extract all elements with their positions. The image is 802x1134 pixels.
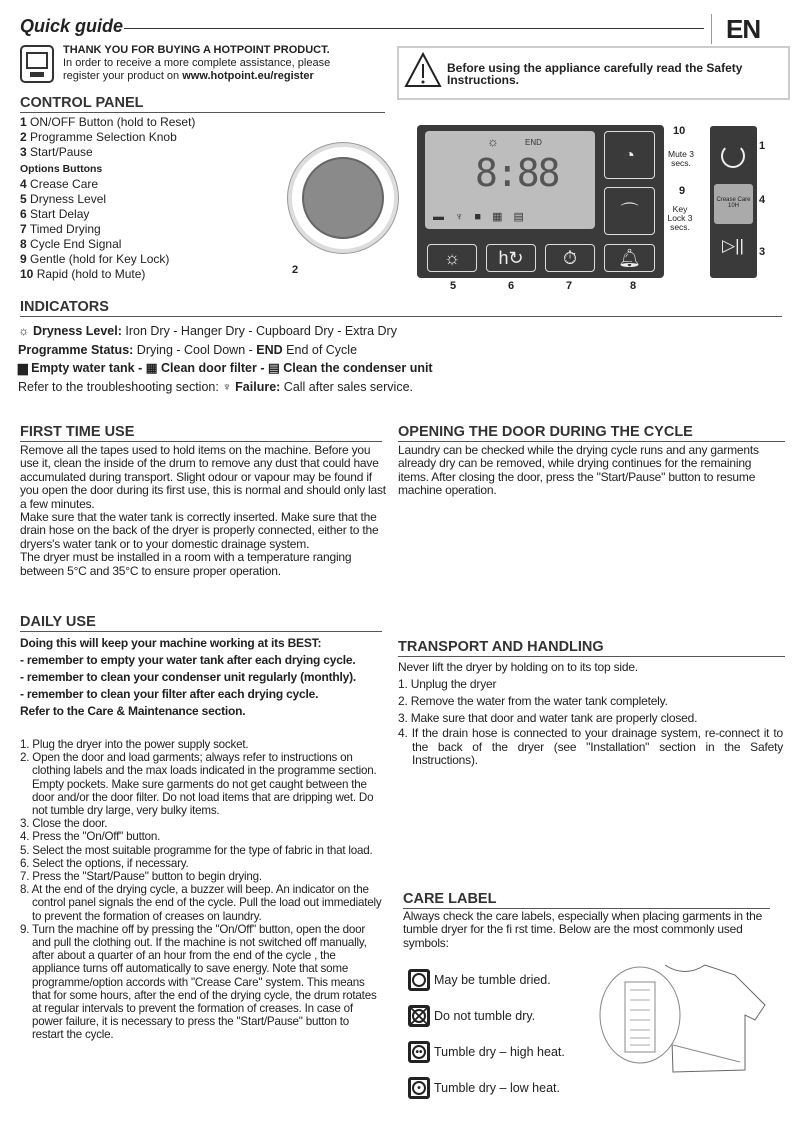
crease-care-button[interactable]: Crease Care 10H: [714, 184, 753, 224]
end-label: END: [256, 342, 283, 357]
computer-icon: [20, 45, 54, 83]
step: 7. Press the "Start/Pause" button to begin drying.: [20, 870, 262, 884]
item-number: 9: [20, 252, 27, 266]
first-time-use-heading: FIRST TIME USE: [20, 424, 382, 442]
programme-knob[interactable]: [288, 143, 398, 253]
option-item: Crease Care: [30, 177, 99, 191]
title-rule: [124, 28, 704, 29]
delay-icon: h↻: [498, 247, 524, 268]
filter-icon: ▦: [145, 361, 158, 375]
care-symbol-row: [408, 962, 565, 998]
register-text: In order to receive a more complete assistance, please: [63, 57, 331, 69]
care-symbol-row: [408, 1070, 565, 1106]
control-panel-heading: CONTROL PANEL: [20, 95, 385, 113]
item-number: 10: [20, 267, 34, 281]
tip: - remember to empty your water tank after each drying cycle.: [20, 653, 356, 667]
transport-heading: TRANSPORT AND HANDLING: [398, 639, 785, 657]
transport-intro: Never lift the dryer by holding on to its top side.: [398, 660, 638, 674]
timer-icon: ⏱: [562, 247, 578, 268]
opening-door-heading: OPENING THE DOOR DURING THE CYCLE: [398, 424, 785, 442]
status-label: Programme Status:: [18, 342, 134, 357]
sun-icon: ☼: [18, 324, 30, 338]
step: 6. Select the options, if necessary.: [20, 856, 189, 870]
end-indicator: END: [525, 138, 542, 147]
mute-note: Mute 3 secs.: [668, 149, 694, 168]
gentle-icon: ⌒: [620, 202, 639, 222]
start-pause-button[interactable]: ▷||: [722, 236, 744, 255]
paragraph: Make sure that the water tank is correctly inserted. Make sure that the drain hose on the back of the dryer is properly connected, either to the dryers's water tank or to your domestic drainage system.: [20, 510, 379, 551]
control-item: ON/OFF Button (hold to Reset): [30, 115, 196, 129]
sun-icon: ☼: [443, 247, 461, 268]
symbol-label: Tumble dry – high heat.: [434, 1045, 565, 1059]
step: 3. Make sure that door and water tank are properly closed.: [398, 711, 698, 725]
divider: [711, 14, 712, 44]
care-label-heading: CARE LABEL: [403, 891, 770, 909]
bell-icon: 🔔︎: [618, 247, 641, 268]
daily-use-steps: [20, 738, 382, 1042]
option-item: Rapid (hold to Mute): [36, 267, 146, 281]
timed-drying-button[interactable]: [545, 244, 595, 272]
care-symbol-row: [408, 998, 565, 1034]
step: 9. Turn the machine off by pressing the "On/Off" button, open the door and pull the clothing out. If the machine is not switched off manually, after about a quarter of an hour from the end of the cycle , the appliance turns off automatically to save energy. Note that some programme/option accords with "Crease Care" system. This means that for some hours, after the end of the drying cycle, the drum rotates at regular intervals to prevent the formation of creases. In case of power failure, it is necessary to press the "Start/Pause" button to restart the cycle.: [20, 922, 377, 1042]
step: 4. If the drain hose is connected to your drainage system, re-connect it to the back of the dryer (see "Installation" section in the Safety Instructions).: [398, 726, 783, 767]
display-panel: [417, 125, 664, 278]
step: 3. Close the door.: [20, 817, 108, 831]
power-button[interactable]: [721, 144, 745, 168]
callout-9: 9: [679, 185, 686, 197]
rapid-icon: ◔: [624, 144, 635, 165]
dryness-text: Iron Dry - Hanger Dry - Cupboard Dry - Extra Dry: [125, 324, 397, 338]
indicators-list: [18, 322, 433, 396]
callout-10: 10: [673, 125, 686, 137]
no-tumble-dry-icon: [408, 1005, 430, 1027]
callout-6: 6: [508, 280, 515, 292]
symbol-label: May be tumble dried.: [434, 973, 551, 987]
failure-text: Call after sales service.: [280, 379, 413, 394]
option-item: Start Delay: [30, 207, 90, 221]
status-text: Drying - Cool Down -: [136, 342, 257, 357]
symbol-label: Tumble dry – low heat.: [434, 1081, 560, 1095]
step: 2. Open the door and load garments; always refer to instructions on clothing labels and the max loads indicated in the programme section. Empty pockets. Make sure garments do not get caught between the door and/or the door filter. Do not load items that are dripping wet. Do not tumble dry large, very bulky items.: [20, 751, 377, 818]
dryness-level-button[interactable]: [427, 244, 477, 272]
condenser-icon: ▤: [267, 361, 280, 375]
symbol-label: Do not tumble dry.: [434, 1009, 536, 1023]
option-item: Dryness Level: [30, 192, 107, 206]
step: 5. Select the most suitable programme for the type of fabric in that load.: [20, 843, 373, 857]
callout-4: 4: [759, 194, 766, 206]
filter-text: Clean door filter -: [157, 361, 268, 375]
tip: Doing this will keep your machine working at its BEST:: [20, 636, 322, 650]
tumble-dry-icon: [408, 969, 430, 991]
item-number: 1: [20, 115, 27, 129]
item-number: 3: [20, 145, 27, 159]
tumble-dry-high-icon: ••: [408, 1041, 430, 1063]
control-item: Programme Selection Knob: [30, 130, 177, 144]
first-time-use-body: [20, 444, 388, 578]
safety-warning-text: Before using the appliance carefully read the Safety Instructions.: [447, 61, 743, 87]
paragraph: The dryer must be installed in a room with a temperature ranging between 5°C and 35°C to ensure proper operation.: [20, 550, 352, 578]
step: 1. Unplug the dryer: [398, 677, 497, 691]
dryness-label: Dryness Level:: [32, 324, 122, 338]
item-number: 7: [20, 222, 27, 236]
callout-5: 5: [450, 280, 457, 292]
item-number: 4: [20, 177, 27, 191]
callout-8: 8: [630, 280, 637, 292]
trouble-text: Refer to the troubleshooting section:: [18, 379, 223, 394]
register-link[interactable]: www.hotpoint.eu/register: [182, 70, 314, 82]
cycle-end-signal-button[interactable]: [604, 244, 655, 272]
indicators-heading: INDICATORS: [20, 299, 782, 317]
transport-body: [398, 659, 783, 768]
callout-1: 1: [759, 140, 766, 152]
gentle-button[interactable]: [604, 187, 655, 235]
callout-3: 3: [759, 246, 766, 258]
keylock-note: Key Lock 3 secs.: [667, 204, 693, 232]
paragraph: Remove all the tapes used to hold items on the machine. Before you use it, clean the inside of the drum to remove any dust that could have accumulated during transport. Slight odour or vapour may be found if you open the door during its first use, this is normal and should only last a few minutes.: [20, 443, 386, 511]
step: 4. Press the "On/Off" button.: [20, 830, 161, 844]
item-number: 6: [20, 207, 27, 221]
item-number: 2: [20, 130, 27, 144]
side-panel: [710, 126, 757, 278]
page-title: Quick guide: [20, 16, 124, 36]
care-label-body: Always check the care labels, especially when placing garments in the tumble dryer for the fi rst time. Below are the most commonly used symbols:: [403, 909, 763, 950]
tshirt-care-label-illustration: [595, 960, 775, 1080]
language-code: EN: [726, 14, 761, 44]
opening-door-body: Laundry can be checked while the drying cycle runs and any garments already dry can be removed, while drying continues for the remaining items. After closing the door, press the "Start/Pause" button to resume machine operation.: [398, 443, 759, 498]
rapid-button[interactable]: [604, 131, 655, 179]
callout-7: 7: [566, 280, 573, 292]
condenser-text: Clean the condenser unit: [279, 361, 433, 375]
daily-use-tips: [20, 636, 382, 718]
lcd-display: [425, 131, 595, 229]
tip: Refer to the Care & Maintenance section.: [20, 704, 246, 718]
time-digits: 8:88: [475, 151, 559, 195]
status-icons: ▬ ♆ ■ ▦ ▤: [433, 211, 528, 223]
care-symbol-row: [408, 1034, 565, 1070]
dryness-icon: ☼: [487, 134, 499, 149]
start-delay-button[interactable]: [486, 244, 536, 272]
tank-text: Empty water tank -: [31, 361, 146, 375]
callout-2: 2: [292, 264, 299, 276]
item-number: 8: [20, 237, 27, 251]
options-heading: Options Buttons: [20, 163, 103, 175]
option-item: Timed Drying: [29, 222, 101, 236]
wrench-icon: ♆: [222, 379, 232, 394]
option-item: Cycle End Signal: [30, 237, 122, 251]
failure-label: Failure:: [235, 379, 281, 394]
warning-icon: [404, 52, 442, 88]
tip: - remember to clean your condenser unit regularly (monthly).: [20, 670, 357, 684]
tumble-dry-low-icon: •: [408, 1077, 430, 1099]
register-block: [63, 44, 330, 83]
daily-use-heading: DAILY USE: [20, 614, 382, 632]
step: 2. Remove the water from the water tank completely.: [398, 694, 668, 708]
safety-warning-box: [397, 46, 790, 100]
water-tank-icon: ▆: [18, 361, 28, 375]
option-item: Gentle (hold for Key Lock): [30, 252, 170, 266]
tip: - remember to clean your filter after each drying cycle.: [20, 687, 319, 701]
item-number: 5: [20, 192, 27, 206]
step: 1. Plug the dryer into the power supply socket.: [20, 738, 249, 751]
care-symbols: [408, 962, 565, 1106]
register-thanks: THANK YOU FOR BUYING A HOTPOINT PRODUCT.: [63, 44, 330, 56]
step: 8. At the end of the drying cycle, a buzzer will beep. An indicator on the control panel signals the end of the cycle. Pull the load out immediately to prevent the formation of creases on laundry.: [20, 883, 382, 923]
register-text-2: register your product on: [63, 70, 183, 82]
end-text: End of Cycle: [282, 342, 358, 357]
control-item: Start/Pause: [30, 145, 93, 159]
control-list: [20, 115, 195, 282]
